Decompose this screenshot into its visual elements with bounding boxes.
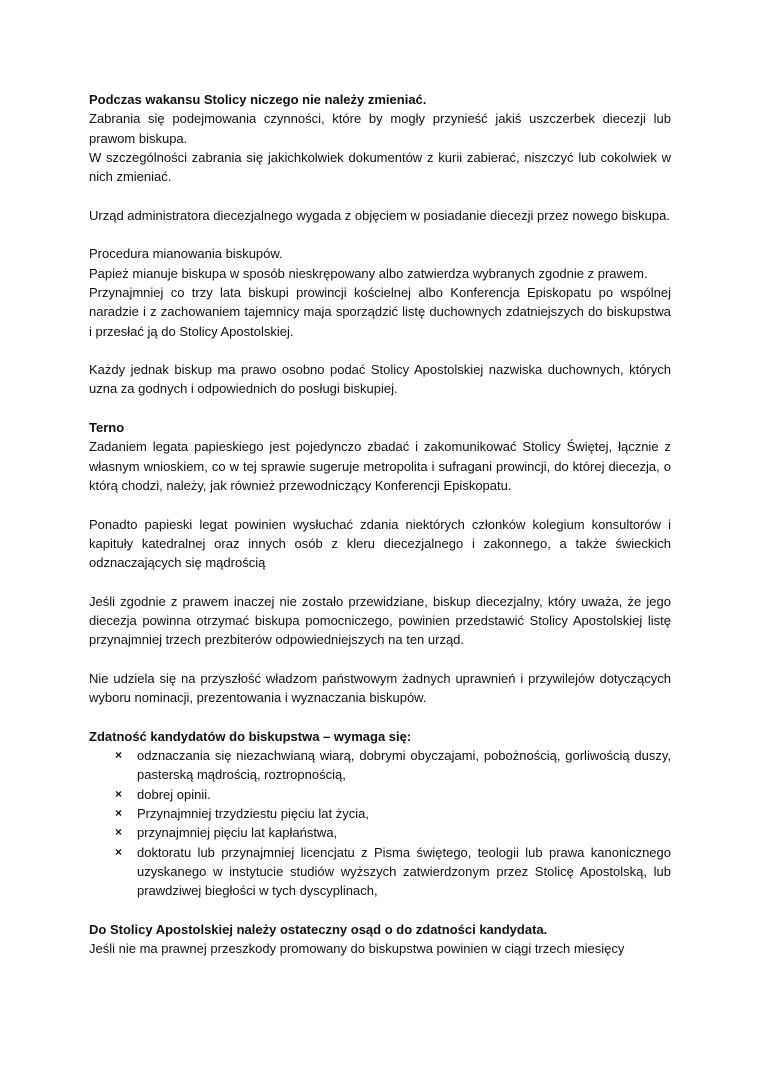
x-bullet-icon: × bbox=[115, 805, 123, 820]
paragraph: Urząd administratora diecezjalnego wygada z objęciem w posiadanie diecezji przez nowego biskupa. bbox=[89, 207, 670, 223]
list-item-text: przynajmniej pięciu lat kapłaństwa, bbox=[137, 825, 338, 841]
list-item bbox=[115, 823, 671, 842]
paragraph: Zadaniem legata papieskiego jest pojedynczo zbadać i zakomunikować Stolicy Świętej, łącznie z własnym wnioskiem, co w tej sprawie sugeruje metropolita i sufragani prowincji, do której diecezja, o którą chodzi, należy, jak również przewodniczący Konferencji Episkopatu. bbox=[89, 439, 671, 493]
list-item bbox=[115, 843, 671, 901]
list-item-text: doktoratu lub przynajmniej licencjatu z Pisma świętego, teologii lub prawa kanonicznego uzyskanego w instytucie studiów wyższych zatwierdzonym przez Stolicę Apostolską, lub prawdziwej biegłości w tych dyscyplinach, bbox=[137, 844, 671, 899]
paragraph: Przynajmniej co trzy lata biskupi prowincji kościelnej albo Konferencja Episkopatu po wspólnej naradzie i z zachowaniem tajemnicy maja sporządzić listę duchownych zdatniejszych do biskupstwa i przesłać ją do Stolicy Apostolskiej. bbox=[89, 284, 671, 339]
paragraph: Jeśli nie ma prawnej przeszkody promowany do biskupstwa powinien w ciągi trzech miesięcy bbox=[89, 941, 625, 957]
requirements-list bbox=[89, 746, 671, 900]
x-bullet-icon: × bbox=[115, 825, 123, 840]
x-bullet-icon: × bbox=[115, 786, 123, 801]
heading-terno: Terno bbox=[89, 420, 125, 436]
list-item bbox=[115, 746, 671, 785]
list-item bbox=[115, 785, 671, 804]
paragraph: Nie udziela się na przyszłość władzom państwowym żadnych uprawnień i przywilejów dotyczących wyboru nominacji, prezentowania i wyznaczania biskupów. bbox=[89, 670, 671, 706]
paragraph: Papież mianuje biskupa w sposób nieskrępowany albo zatwierdza wybranych zgodnie z prawem. bbox=[89, 265, 648, 281]
paragraph: Ponadto papieski legat powinien wysłuchać zdania niektórych członków kolegium konsultorów i kapituły katedralnej oraz innych osób z kleru diecezjalnego i zakonnego, a także świeckich odznaczających się mądrością bbox=[89, 516, 671, 571]
paragraph: Zabrania się podejmowania czynności, które by mogły przynieść jakiś uszczerbek diecezji lub prawom biskupa. bbox=[89, 111, 671, 146]
heading-requirements: Zdatność kandydatów do biskupstwa – wymaga się: bbox=[89, 728, 412, 744]
document-page bbox=[89, 90, 671, 958]
list-item-text: dobrej opinii. bbox=[137, 786, 211, 802]
list-item-text: Przynajmniej trzydziestu pięciu lat życia, bbox=[137, 805, 369, 821]
x-bullet-icon: × bbox=[115, 748, 123, 763]
paragraph: W szczególności zabrania się jakichkolwiek dokumentów z kurii zabierać, niszczyć lub cokolwiek w nich zmieniać. bbox=[89, 149, 671, 185]
paragraph: Każdy jednak biskup ma prawo osobno podać Stolicy Apostolskiej nazwiska duchownych, których uzna za godnych i odpowiednich do posługi biskupiej. bbox=[89, 362, 671, 397]
paragraph: Jeśli zgodnie z prawem inaczej nie zostało przewidziane, biskup diecezjalny, który uważa, że jego diecezja powinna otrzymać biskupa pomocniczego, powinien przedstawić Stolicy Apostolskiej listę przynajmniej trzech prezbiterów odpowiedniejszych na ten urząd. bbox=[89, 593, 671, 648]
heading-vacancy: Podczas wakansu Stolicy niczego nie należy zmieniać. bbox=[89, 92, 427, 107]
list-item bbox=[115, 804, 671, 823]
x-bullet-icon: × bbox=[115, 844, 123, 859]
list-item-text: odznaczania się niezachwianą wiarą, dobrymi obyczajami, pobożnością, gorliwością duszy, pasterską mądrością, roztropnością, bbox=[137, 748, 671, 783]
heading-procedure: Procedura mianowania biskupów. bbox=[89, 246, 283, 262]
heading-final-judgement: Do Stolicy Apostolskiej należy ostateczny osąd o do zdatności kandydata. bbox=[89, 921, 548, 937]
